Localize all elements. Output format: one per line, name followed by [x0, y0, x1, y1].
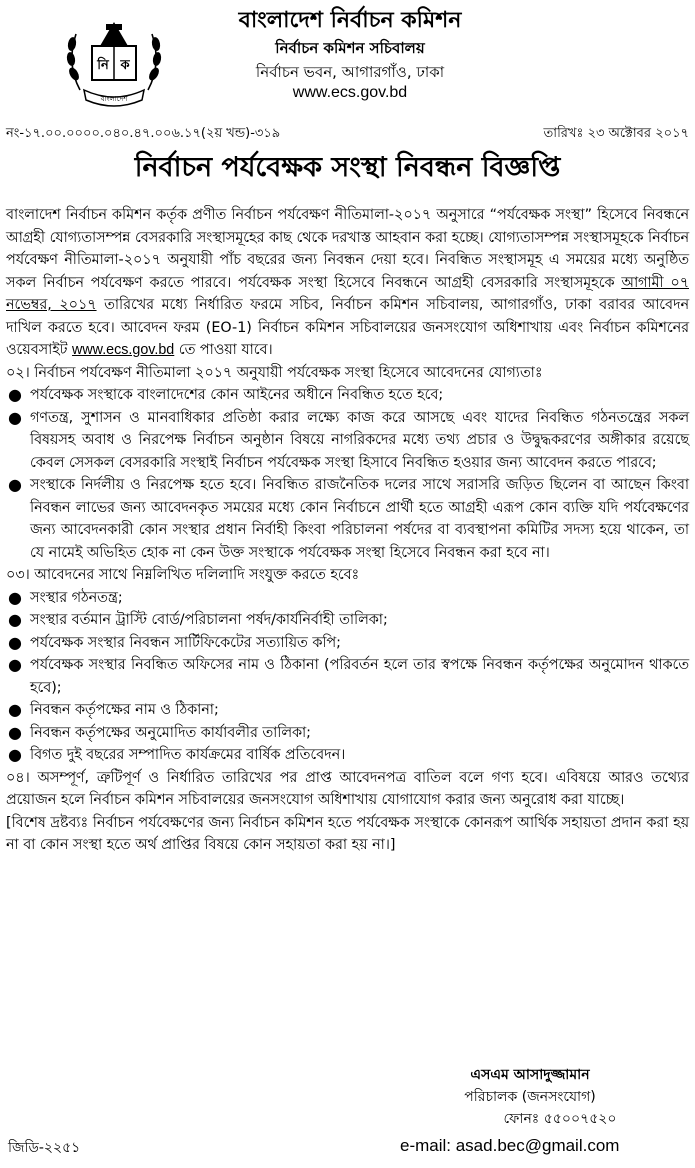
documents-list	[6, 587, 689, 767]
org-subtitle: নির্বাচন কমিশন সচিবালয়	[275, 39, 425, 57]
signatory-phone: ফোনঃ ৫৫০০৭৫২০	[503, 1111, 617, 1127]
list-item: ● সংস্থার বর্তমান ট্রাস্টি বোর্ড/পরিচালনা পর্ষদ/কার্যনির্বাহী তালিকা;	[6, 609, 689, 632]
org-address: নির্বাচন ভবন, আগারগাঁও, ঢাকা	[255, 63, 445, 81]
reference-number: নং-১৭.০০.০০০০.০৪০.৪৭.০০৬.১৭(২য় খন্ড)-৩১৯	[6, 126, 281, 141]
notice-date: তারিখঃ ২৩ অক্টোবর ২০১৭	[543, 126, 689, 141]
logo-letter-right: ক	[120, 58, 130, 73]
intro-part2: তারিখের মধ্যে নির্ধারিত ফরমে সচিব, নির্বাচন কমিশন সচিবালয়, আগারগাঁও, ঢাকা বরাবর আবেদন দাখিল করতে হবে। আবেদন ফরম (EO-1) নির্বাচন কমিশন সচিবালয়ের জনসংযোগ অধিশাখায় এবং নির্বাচন কমিশনের ওয়েবসাইট	[6, 297, 689, 358]
section4-paragraph: ০৪। অসম্পূর্ণ, ত্রুটিপূর্ণ ও নির্ধারিত তারিখের পর প্রাপ্ত আবেদনপত্র বাতিল বলে গণ্য হবে। এবিষয়ে আরও তথ্যের প্রয়োজন হলে নির্বাচন কমিশন সচিবালয়ের জনসংযোগ অধিশাখায় যোগাযোগ করার জন্য অনুরোধ করা যাচ্ছে।	[6, 769, 689, 808]
list-item: ● সংস্থার গঠনতন্ত্র;	[6, 587, 689, 610]
bullet-icon: ●	[8, 407, 22, 427]
signatory-email: e-mail: asad.bec@gmail.com	[400, 1136, 620, 1155]
org-block	[185, 6, 515, 102]
notice-title: নির্বাচন পর্যবেক্ষক সংস্থা নিবন্ধন বিজ্ঞপ্তি	[134, 152, 561, 183]
signatory-designation: পরিচালক (জনসংযোগ)	[464, 1089, 596, 1105]
signatory-name: এসএম আসাদুজ্জামান	[470, 1067, 590, 1083]
deadline-text: আগামী ০৭ নভেম্বর, ২০১৭	[6, 274, 689, 313]
bullet-icon: ●	[8, 700, 22, 719]
bullet-icon: ●	[8, 610, 22, 629]
bullet-icon: ●	[8, 745, 22, 764]
eligibility-list	[6, 384, 689, 564]
bullet-icon: ●	[8, 385, 22, 404]
intro-part3: তে পাওয়া যাবে।	[174, 342, 273, 358]
list-item: ● বিগত দুই বছরের সম্পাদিত কার্যক্রমের বার্ষিক প্রতিবেদন।	[6, 744, 689, 767]
intro-part1: বাংলাদেশ নির্বাচন কমিশন কর্তৃক প্রণীত নির্বাচন পর্যবেক্ষণ নীতিমালা-২০১৭ অনুসারে “পর্যবেক্ষক সংস্থা” হিসেবে নিবন্ধনে আগ্রহী যোগ্যতাসম্পন্ন বেসরকারি সংস্থাসমূহের কাছ থেকে দরখাস্ত আহবান করা হচ্ছে। যোগ্যতাসম্পন্ন সংস্থাসমূহকে নির্বাচন পর্যবেক্ষণ নীতিমালা-২০১৭ অনুযায়ী পাঁচ বছরের জন্য নিবন্ধন দেয়া হবে। নিবন্ধিত সংস্থাসমূহ এ সময়ের মধ্যে অনুষ্ঠিত সকল নির্বাচন পর্যবেক্ষণ করতে পারবে। পর্যবেক্ষক সংস্থা হিসেবে নিবন্ধনে আগ্রহী বেসরকারি সংস্থাসমূহকে	[6, 207, 689, 291]
section3-heading: ০৩। আবেদনের সাথে নিম্নলিখিত দলিলাদি সংযুক্ত করতে হবেঃ	[6, 567, 360, 583]
logo-letter-left: নি	[97, 58, 109, 73]
intro-paragraph	[6, 204, 689, 362]
section2-heading: ০২। নির্বাচন পর্যবেক্ষণ নীতিমালা ২০১৭ অনুযায়ী পর্যবেক্ষক সংস্থা হিসেবে আবেদনের যোগ্যতাঃ	[6, 364, 543, 381]
list-item: ● নিবন্ধন কর্তৃপক্ষের অনুমোদিত কার্যাবলীর তালিকা;	[6, 722, 689, 745]
reference-row	[6, 124, 689, 144]
bullet-icon: ●	[8, 722, 22, 742]
org-name: বাংলাদেশ নির্বাচন কমিশন	[238, 8, 462, 33]
header	[0, 0, 695, 132]
list-item: ● গণতন্ত্র, সুশাসন ও মানবাধিকার প্রতিষ্ঠা করার লক্ষ্যে কাজ করে আসছে এবং যাদের নিবন্ধিত গঠনতন্ত্রের সকল বিষয়সহ অবাধ ও নিরপেক্ষ নির্বাচন অনুষ্ঠান বিষয়ে নাগরিকদের মধ্যে তথ্য প্রচার ও উদ্বুদ্ধকরণের অঙ্গীকার রয়েছে কেবল সেসকল বেসরকারি সংস্থাই নির্বাচন পর্যবেক্ষক সংস্থা হিসাবে নিবন্ধিত হওয়ার জন্য আবেদন করতে পারবে;	[8, 407, 689, 471]
notice-body	[6, 204, 689, 857]
bullet-icon: ●	[8, 655, 22, 674]
election-commission-logo	[60, 4, 168, 112]
list-item: ● সংস্থাকে নির্দলীয় ও নিরপেক্ষ হতে হবে। নিবন্ধিত রাজনৈতিক দলের সাথে সরাসরি জড়িত ছিলেন বা আছেন কিংবা নিবন্ধন লাভের জন্য আবেদনকৃত সময়ের মধ্যে কোন নির্বাচনে প্রার্থী হতে আগ্রহী এরূপ কোন ব্যক্তি যদি পর্যবেক্ষণের জন্য আবেদনকারী কোন সংস্থার প্রধান নির্বাহী কিংবা পরিচালনা পর্ষদের বা ব্যবস্থাপনা কমিটির সদস্য হয়ে থাকেন, তা যে নামেই অভিহিত হোক না কেন উক্ত সংস্থাকে পর্যবেক্ষক সংস্থা হিসেবে নিবন্ধন করা হবে না।	[8, 475, 689, 561]
website-link[interactable]: www.ecs.gov.bd	[72, 342, 175, 358]
bullet-icon: ●	[8, 632, 22, 652]
bullet-icon: ●	[8, 587, 22, 607]
special-note: [বিশেষ দ্রষ্টব্যঃ নির্বাচন পর্যবেক্ষণের জন্য নির্বাচন কমিশন হতে পর্যবেক্ষক সংস্থাকে কোনরূপ আর্থিক সহায়তা প্রদান করা হয় না বা কোন সংস্থা হতে অর্থ প্রাপ্তির বিষয়ে কোন সহায়তা করা হয় না।]	[6, 814, 689, 853]
org-website: www.ecs.gov.bd	[292, 84, 408, 101]
list-item: ● পর্যবেক্ষক সংস্থাকে বাংলাদেশের কোন আইনের অধীনে নিবন্ধিত হতে হবে;	[6, 384, 689, 407]
gd-number: জিডি-২২৫১	[8, 1140, 81, 1156]
logo-ribbon-text: বাংলাদেশ	[100, 95, 128, 103]
list-item: ● পর্যবেক্ষক সংস্থার নিবন্ধিত অফিসের নাম ও ঠিকানা (পরিবর্তন হলে তার স্বপক্ষে নিবন্ধন কর্তৃপক্ষের অনুমোদন থাকতে হবে);	[8, 655, 689, 696]
list-item: ● পর্যবেক্ষক সংস্থার নিবন্ধন সার্টিফিকেটের সত্যায়িত কপি;	[6, 632, 689, 655]
list-item: ● নিবন্ধন কর্তৃপক্ষের নাম ও ঠিকানা;	[6, 699, 689, 722]
signature-block	[380, 1064, 680, 1130]
bullet-icon: ●	[8, 475, 22, 494]
